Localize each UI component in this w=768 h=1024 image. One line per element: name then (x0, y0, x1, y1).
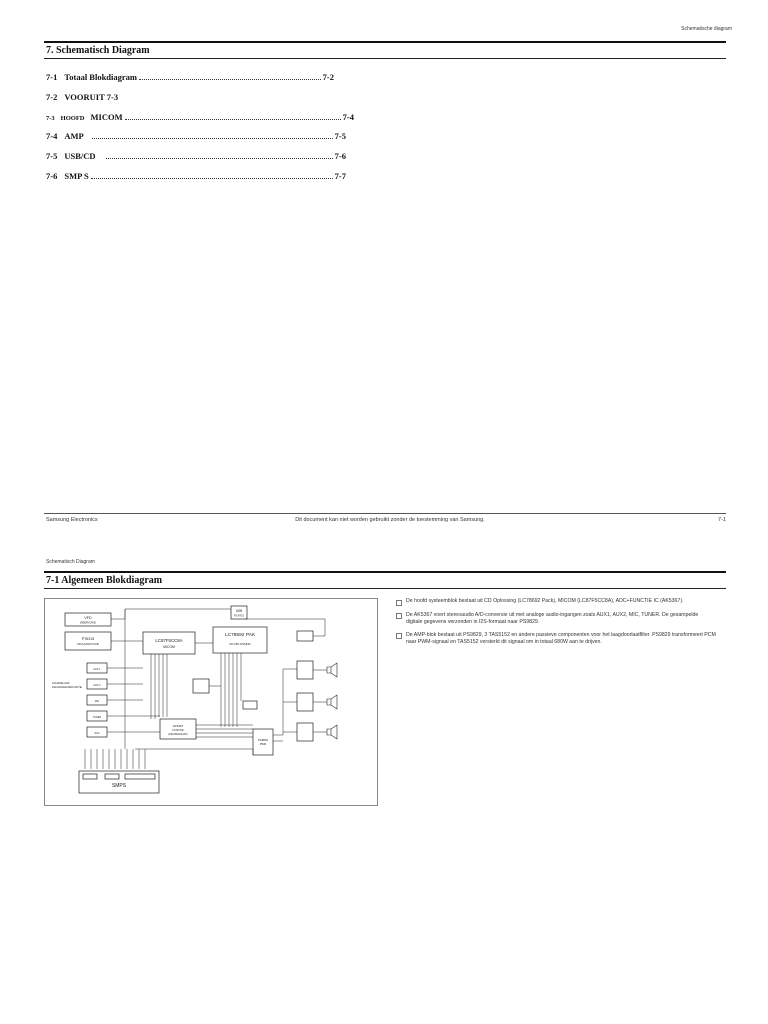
adc-label: AK5367 (172, 724, 184, 728)
supply-arrows (85, 749, 145, 769)
note-item (396, 612, 716, 626)
toc-number: 7-2 (46, 92, 58, 102)
input-label: iPod (94, 732, 100, 735)
amp-block (297, 631, 313, 641)
vfd-sublabel: WEERGAVE (80, 620, 96, 625)
vfd-label: VFD (84, 616, 92, 620)
toc-item-5[interactable] (46, 151, 346, 161)
smps-sub-block (125, 774, 155, 779)
toc-leader (91, 178, 333, 179)
input-label: TUNER (92, 716, 102, 719)
toc-item-2[interactable] (46, 92, 118, 102)
smps-sub-block (105, 774, 119, 779)
input-label: AUX 1 (93, 668, 101, 671)
amp-block (297, 661, 313, 679)
micom-label: LC87F5CC8A (155, 638, 183, 643)
page-title: 7. Schematisch Diagram (46, 45, 150, 56)
notes-list (396, 598, 716, 652)
toc-page: 7-2 (322, 72, 334, 82)
toc-number: 7-1 (46, 72, 58, 82)
block-diagram-svg (45, 599, 377, 805)
usb-label: USB (235, 609, 243, 613)
toc-item-4[interactable] (46, 131, 346, 141)
smps-label: SMPS (111, 783, 127, 789)
amp-block (297, 693, 313, 711)
toc-label: Totaal Blokdiagram (64, 72, 138, 82)
misc-block (193, 679, 209, 693)
page-header-tag: Schematische diagram (681, 26, 732, 32)
note-text: De AMP-blok bestaat uit PS9829, 3 TAS5152 en andere passieve componenten voor het laagdoorlaatfilter. PS9829 transformeert PCM naar PWM-signaal en TAS5152 versterkt dit signaal om in totaal 680W aan te drijven. (406, 631, 716, 645)
toc-page: 7-6 (334, 151, 346, 161)
toc-leader (106, 158, 333, 159)
cd-solution-block (213, 627, 267, 653)
footer-rule (44, 513, 726, 514)
note-text: De AK5367 voert stereoaudio A/D-conversie uit met analoge audio-ingangen zoals AUX1, AUX2, MIC, TUNER. De gesampelde digitale gegevens verzonden in I2S-formaat naar PS9829. (406, 611, 699, 625)
switch-label: SCHAKELAAR (52, 682, 70, 685)
note-item (396, 598, 716, 606)
note-text: De hoofd systeemblok bestaat uit CD Oplossing (LC78692 Pack), MICOM (LC87F5CC8A), ADC+FUNCTIE IC (AK5367). (406, 598, 684, 604)
toc-number: 7-5 (46, 151, 58, 161)
toc-leader (92, 138, 333, 139)
pwm-block (253, 729, 273, 755)
page2-title-bottom-rule (44, 588, 726, 589)
speaker-icon (327, 663, 337, 739)
toc-leader (125, 119, 341, 120)
input-label: AUX 2 (93, 684, 101, 687)
toc-item-6[interactable] (46, 171, 346, 181)
toc-label: USB/CD (64, 151, 96, 161)
toc-item-1[interactable] (46, 72, 334, 82)
bullet-box-icon (396, 633, 402, 639)
vfd-driver-block (65, 632, 111, 650)
toc-item-3[interactable] (46, 112, 354, 122)
pwm-label: PS9829 (258, 738, 268, 742)
bullet-box-icon (396, 600, 402, 606)
misc-block (243, 701, 257, 709)
title-bottom-rule (44, 58, 726, 59)
footer-notice: Dit document kan niet worden gebruikt zonder de toestemming van Samsung. (295, 517, 485, 523)
micom-sublabel: MICOM (163, 645, 175, 649)
toc-page: 7-7 (334, 171, 346, 181)
cd-solution-sublabel: CD-OPLOSSING (229, 642, 251, 646)
usb-sublabel: FS-8T10 (233, 614, 245, 618)
input-label: MIC (94, 700, 100, 703)
pt6315-sublabel: VFD-AANSTUUR (77, 642, 99, 646)
toc-label: SMP S (64, 171, 89, 181)
block-diagram (44, 598, 378, 806)
signal-lines (107, 609, 327, 755)
amp-block (297, 723, 313, 741)
bullet-box-icon (396, 613, 402, 619)
footer-company: Samsung Electronics (46, 517, 98, 523)
toc-label: VOORUIT 7-3 (64, 92, 119, 102)
footer-page-number: 7-1 (718, 517, 726, 523)
toc-leader (139, 79, 321, 80)
adc-sublabel: FUNCTIE (172, 729, 184, 732)
toc-number: 7-3 (46, 115, 55, 122)
page2-header-tag: Schematisch Diagram (46, 559, 95, 565)
toc-page: 7-4 (342, 112, 354, 122)
note-item (396, 632, 716, 646)
toc-label: MICOM (90, 112, 123, 122)
toc-number: 7-6 (46, 171, 58, 181)
pwm-sublabel: PWM (259, 743, 267, 746)
adc-sublabel-2: (KEUZESCHAK) (168, 733, 188, 736)
toc-page: 7-5 (334, 131, 346, 141)
toc-number: 7-4 (46, 131, 58, 141)
title-top-rule (44, 41, 726, 43)
cd-solution-label: LC78692 PAK (224, 633, 256, 638)
page2-title: 7-1 Algemeen Blokdiagram (46, 575, 163, 586)
diagram-labels (52, 609, 268, 789)
toc-sublabel: HOOFD (60, 115, 85, 122)
toc-label: AMP (64, 131, 84, 141)
micom-block (143, 632, 195, 654)
smps-sub-block (83, 774, 97, 779)
page2-title-top-rule (44, 571, 726, 573)
switch-sublabel: INGANGSKEUZE/FUNCTIE (52, 686, 83, 689)
pt6315-label: PT6315 (81, 637, 95, 641)
